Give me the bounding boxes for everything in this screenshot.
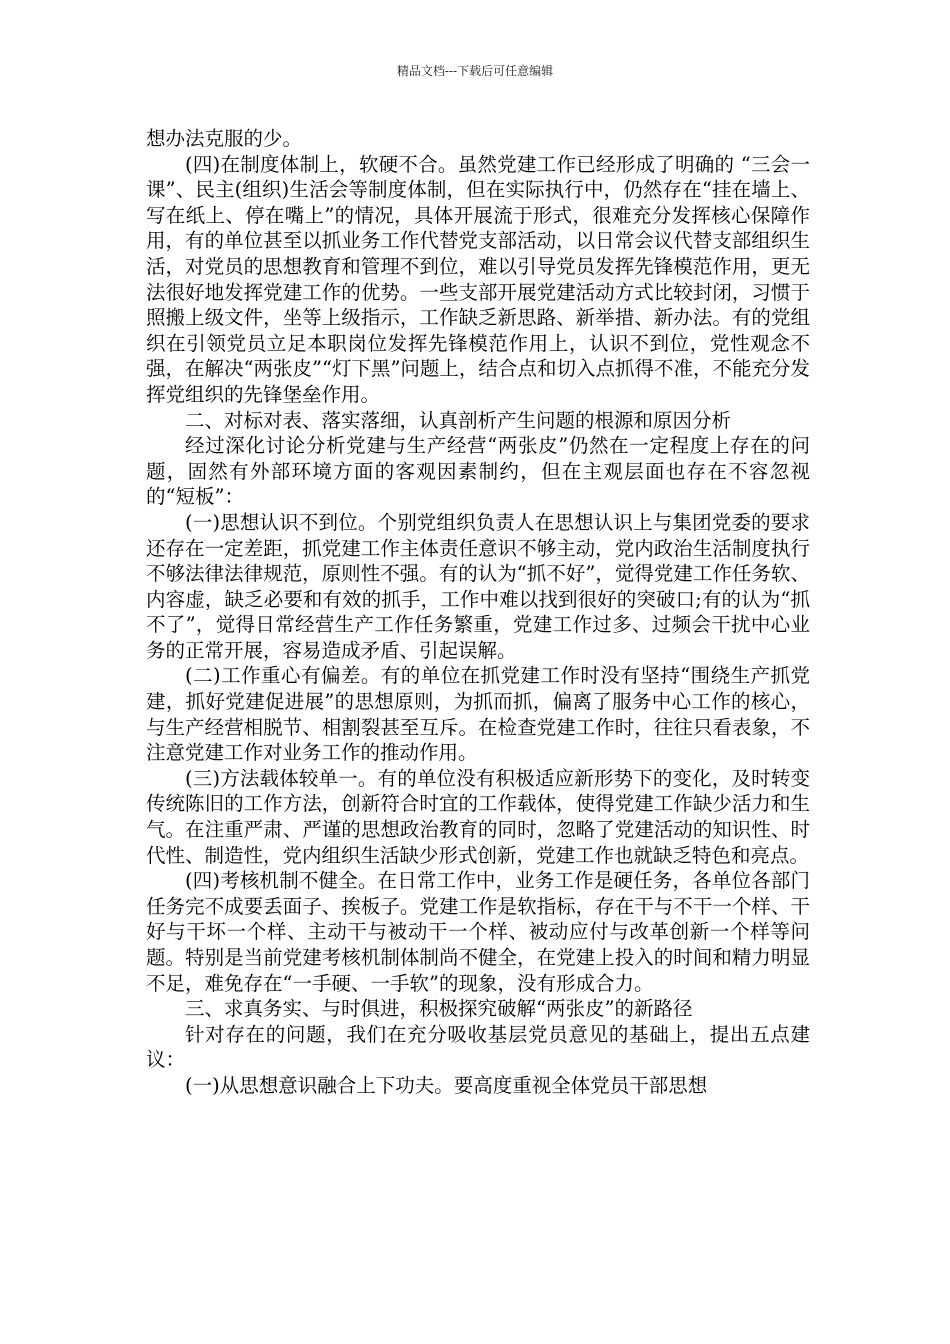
paragraph-analysis-intro: 经过深化讨论分析党建与生产经营“两张皮”仍然在一定程度上存在的问题，固然有外部环境方面的客观因素制约，但在主观层面也存在不容忽视的“短板”： <box>146 434 810 509</box>
paragraph-method-carrier: (三)方法载体较单一。有的单位没有积极适应新形势下的变化，及时转变传统陈旧的工作方法，创新符合时宜的工作载体，使得党建工作缺少活力和生气。在注重严肃、严谨的思想政治教育的同时，忽略了党建活动的知识性、时代性、制造性，党内组织生活缺少形式创新，党建工作也就缺乏特色和亮点。 <box>146 766 810 867</box>
paragraph-continuation: 想办法克服的少。 <box>146 127 303 150</box>
document-body <box>146 126 810 1099</box>
page-header: 精品文档---下载后可任意编辑 <box>396 64 554 78</box>
section-heading-two: 二、对标对表、落实落细，认真剖析产生问题的根源和原因分析 <box>185 408 732 432</box>
paragraph-system-mechanism: (四)在制度体制上，软硬不合。虽然党建工作已经形成了明确的 “三会一课”、民主(组织)生活会等制度体制，但在实际执行中，仍然存在“挂在墙上、写在纸上、停在嘴上”的情况，具体开展流于形式，很难充分发挥核心保障作用，有的单位甚至以抓业务工作代替党支部活动，以日常会议代替支部组织生活，对党员的思想教育和管理不到位，难以引导党员发挥先锋模范作用，更无法很好地发挥党建工作的优势。一些支部开展党建活动方式比较封闭，习惯于照搬上级文件，坐等上级指示，工作缺乏新思路、新举措、新办法。有的党组织在引领党员立足本职岗位发挥先锋模范作用上，认识不到位，党性观念不强，在解决“两张皮”“灯下黑”问题上，结合点和切入点抓得不准，不能充分发挥党组织的先锋堡垒作用。 <box>146 152 810 406</box>
paragraph-suggestion-one: (一)从思想意识融合上下功夫。要高度重视全体党员干部思想 <box>185 1073 708 1097</box>
paragraph-suggestions-intro: 针对存在的问题，我们在充分吸收基层党员意见的基础上，提出五点建议： <box>146 1022 810 1072</box>
section-heading-three: 三、求真务实、与时俱进，积极探究破解“两张皮”的新路径 <box>185 997 693 1021</box>
paragraph-work-focus: (二)工作重心有偏差。有的单位在抓党建工作时没有坚持“围绕生产抓党建，抓好党建促进展”的思想原则，为抓而抓，偏离了服务中心工作的核心，与生产经营相脱节、相割裂甚至互斥。在检查党建工作时，往往只看表象，不注意党建工作对业务工作的推动作用。 <box>146 664 810 765</box>
paragraph-ideological-awareness: (一)思想认识不到位。个别党组织负责人在思想认识上与集团党委的要求还存在一定差距，抓党建工作主体责任意识不够主动，党内政治生活制度执行不够法律法律规范，原则性不强。有的认为“抓不好”，觉得党建工作任务软、内容虚，缺乏必要和有效的抓手，工作中难以找到很好的突破口;有的认为“抓不了”，觉得日常经营生产工作任务繁重，党建工作过多、过频会干扰中心业务的正常开展，容易造成矛盾、引起误解。 <box>146 510 810 662</box>
paragraph-assessment-mechanism: (四)考核机制不健全。在日常工作中，业务工作是硬任务，各单位各部门任务完不成要丢面子、挨板子。党建工作是软指标，存在干与不干一个样、干好与干坏一个样、主动干与被动干一个样、被动应付与改革创新一个样等问题。特别是当前党建考核机制体制尚不健全，在党建上投入的时间和精力明显不足，难免存在“一手硬、一手软”的现象，没有形成合力。 <box>146 869 810 995</box>
